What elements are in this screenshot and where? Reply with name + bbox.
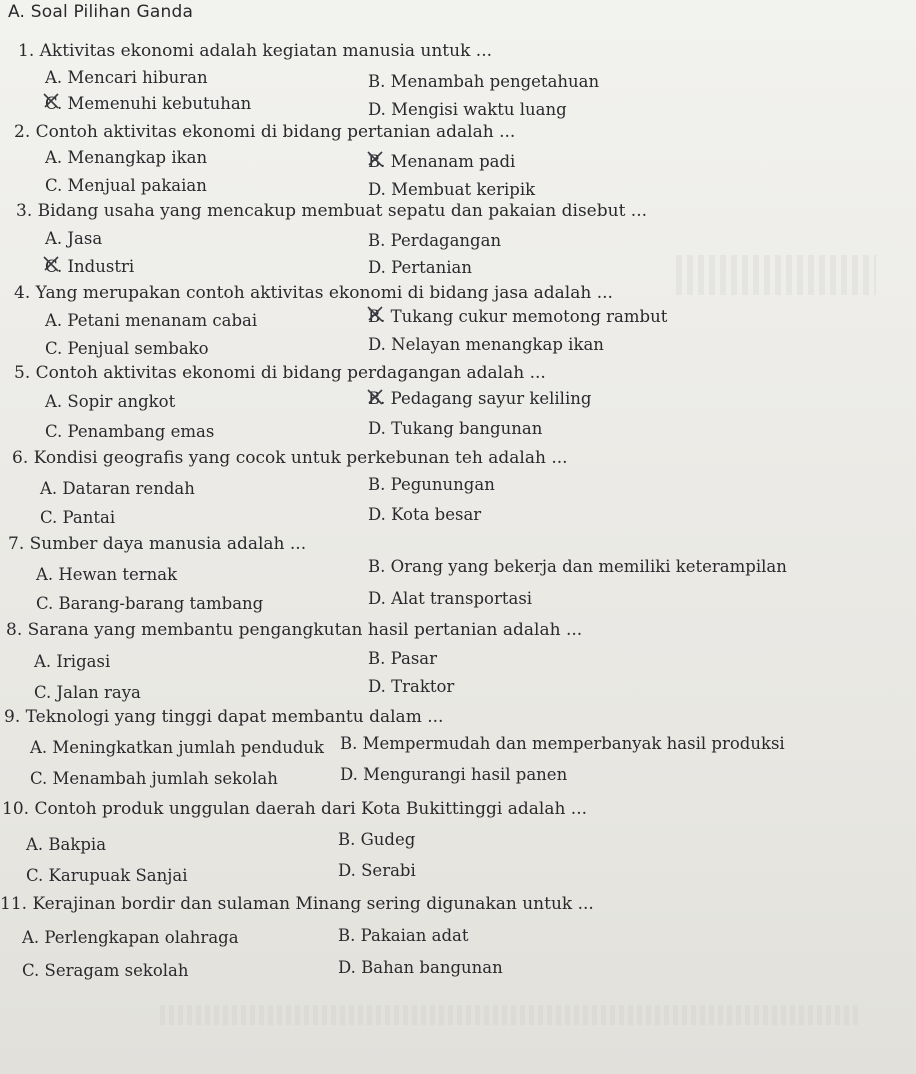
answer-cross-mark bbox=[366, 388, 384, 406]
q9-option-a[interactable]: A. Meningkatkan jumlah penduduk bbox=[30, 738, 325, 757]
q1-option-b[interactable]: B. Menambah pengetahuan bbox=[368, 72, 600, 91]
q8-option-c[interactable]: C. Jalan raya bbox=[34, 683, 141, 702]
q10-option-d[interactable]: D. Serabi bbox=[338, 861, 416, 880]
q1-option-d[interactable]: D. Mengisi waktu luang bbox=[368, 100, 567, 119]
q11-option-a[interactable]: A. Perlengkapan olahraga bbox=[22, 928, 239, 947]
question-11: 11. Kerajinan bordir dan sulaman Minang sering digunakan untuk ... bbox=[0, 894, 594, 914]
q10-option-c[interactable]: C. Karupuak Sanjai bbox=[26, 866, 188, 885]
question-9: 9. Teknologi yang tinggi dapat membantu dalam ... bbox=[4, 707, 444, 727]
q3-option-c[interactable]: C. Industri bbox=[45, 257, 135, 276]
q9-option-c[interactable]: C. Menambah jumlah sekolah bbox=[30, 769, 278, 788]
q5-option-b[interactable]: B. Pedagang sayur keliling bbox=[368, 389, 592, 408]
q9-option-d[interactable]: D. Mengurangi hasil panen bbox=[340, 765, 568, 784]
q3-option-a[interactable]: A. Jasa bbox=[45, 229, 103, 248]
answer-cross-mark bbox=[366, 305, 384, 323]
q2-option-c[interactable]: C. Menjual pakaian bbox=[45, 176, 207, 195]
q9-option-b[interactable]: B. Mempermudah dan memperbanyak hasil produksi bbox=[340, 734, 785, 753]
q5-option-c[interactable]: C. Penambang emas bbox=[45, 422, 215, 441]
q1-option-a[interactable]: A. Mencari hiburan bbox=[45, 68, 208, 87]
q1-option-c[interactable]: C. Memenuhi kebutuhan bbox=[45, 94, 252, 113]
q8-option-d[interactable]: D. Traktor bbox=[368, 677, 455, 696]
answer-cross-mark bbox=[42, 255, 60, 273]
q3-option-b[interactable]: B. Perdagangan bbox=[368, 231, 502, 250]
q4-option-b[interactable]: B. Tukang cukur memotong rambut bbox=[368, 307, 668, 326]
answer-cross-mark bbox=[366, 150, 384, 168]
q8-option-b[interactable]: B. Pasar bbox=[368, 649, 438, 668]
question-8: 8. Sarana yang membantu pengangkutan hasil pertanian adalah ... bbox=[6, 620, 583, 640]
question-10: 10. Contoh produk unggulan daerah dari Kota Bukittinggi adalah ... bbox=[2, 799, 588, 819]
question-5: 5. Contoh aktivitas ekonomi di bidang perdagangan adalah ... bbox=[14, 363, 546, 383]
question-6: 6. Kondisi geografis yang cocok untuk perkebunan teh adalah ... bbox=[12, 448, 568, 468]
q2-option-d[interactable]: D. Membuat keripik bbox=[368, 180, 536, 199]
q11-option-c[interactable]: C. Seragam sekolah bbox=[22, 961, 189, 980]
question-3: 3. Bidang usaha yang mencakup membuat sepatu dan pakaian disebut ... bbox=[16, 201, 648, 221]
q7-option-c[interactable]: C. Barang-barang tambang bbox=[36, 594, 264, 613]
q11-option-b[interactable]: B. Pakaian adat bbox=[338, 926, 469, 945]
q10-option-a[interactable]: A. Bakpia bbox=[26, 835, 107, 854]
q2-option-b[interactable]: B. Menanam padi bbox=[368, 152, 516, 171]
q6-option-b[interactable]: B. Pegunungan bbox=[368, 475, 495, 494]
q7-option-a[interactable]: A. Hewan ternak bbox=[36, 565, 178, 584]
bleed-through-text bbox=[160, 1005, 860, 1025]
question-2: 2. Contoh aktivitas ekonomi di bidang pertanian adalah ... bbox=[14, 122, 516, 142]
answer-cross-mark bbox=[42, 92, 60, 110]
q4-option-d[interactable]: D. Nelayan menangkap ikan bbox=[368, 335, 604, 354]
q7-option-b[interactable]: B. Orang yang bekerja dan memiliki keterampilan bbox=[368, 557, 787, 576]
q4-option-c[interactable]: C. Penjual sembako bbox=[45, 339, 209, 358]
question-7: 7. Sumber daya manusia adalah ... bbox=[8, 534, 307, 554]
q8-option-a[interactable]: A. Irigasi bbox=[34, 652, 111, 671]
bleed-through-text bbox=[676, 255, 876, 295]
q2-option-a[interactable]: A. Menangkap ikan bbox=[45, 148, 208, 167]
q7-option-d[interactable]: D. Alat transportasi bbox=[368, 589, 533, 608]
q10-option-b[interactable]: B. Gudeg bbox=[338, 830, 416, 849]
q6-option-a[interactable]: A. Dataran rendah bbox=[40, 479, 195, 498]
q6-option-c[interactable]: C. Pantai bbox=[40, 508, 116, 527]
question-1: 1. Aktivitas ekonomi adalah kegiatan manusia untuk ... bbox=[18, 41, 493, 61]
q6-option-d[interactable]: D. Kota besar bbox=[368, 505, 482, 524]
q4-option-a[interactable]: A. Petani menanam cabai bbox=[45, 311, 258, 330]
q11-option-d[interactable]: D. Bahan bangunan bbox=[338, 958, 503, 977]
section-title: A. Soal Pilihan Ganda bbox=[8, 2, 194, 22]
question-4: 4. Yang merupakan contoh aktivitas ekonomi di bidang jasa adalah ... bbox=[14, 283, 613, 303]
q3-option-d[interactable]: D. Pertanian bbox=[368, 258, 472, 277]
q5-option-a[interactable]: A. Sopir angkot bbox=[45, 392, 176, 411]
q5-option-d[interactable]: D. Tukang bangunan bbox=[368, 419, 543, 438]
